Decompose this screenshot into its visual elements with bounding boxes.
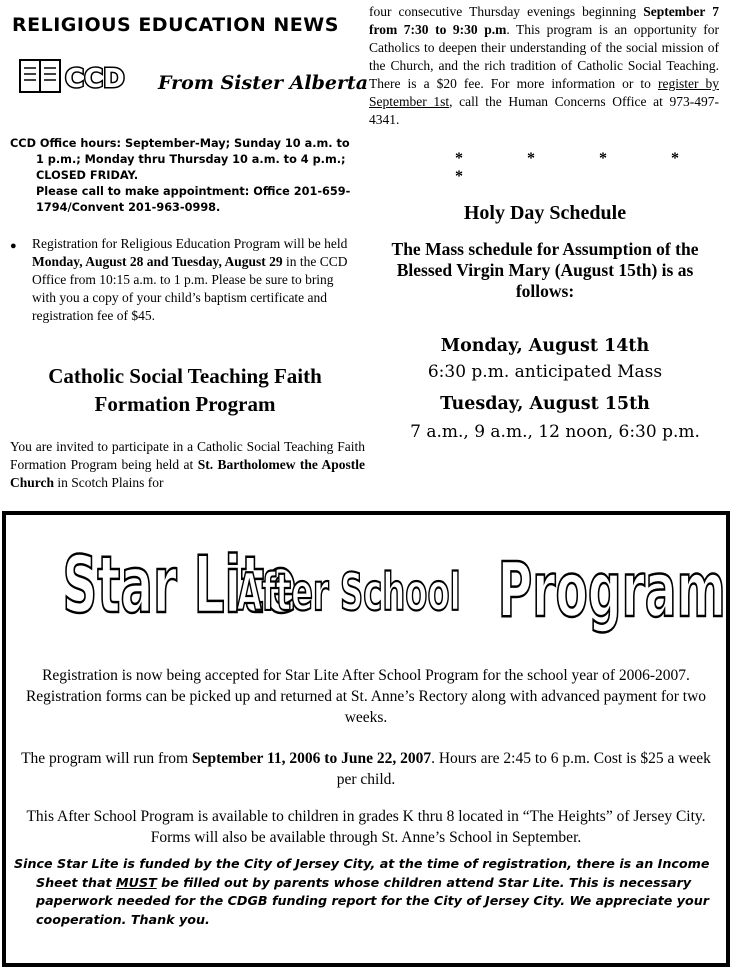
starlite-title: [60, 530, 726, 635]
title-program: Program: [497, 545, 726, 635]
logo-text: CCD: [65, 64, 125, 94]
holy-day-heading: Holy Day Schedule: [463, 202, 627, 224]
ccd-office-hours: [10, 136, 355, 216]
dates-text-2: . Hours are 2:45 to 6 p.m. Cost is $25 a week per child.: [336, 750, 711, 788]
title-star-lite: Star Lite: [62, 541, 297, 632]
cst-continued: [369, 3, 719, 129]
starlite-dates: [10, 748, 722, 790]
registration-text-1: Registration for Religious Education Program will be held: [32, 236, 348, 251]
cst-text-2: . This program is an opportunity for Catholics to deepen their understanding of the social mission of the Church, and the rich tradition of Catholic Social Teaching. There is a $20 fee. For more information or to: [369, 22, 719, 91]
mass-schedule-text: The Mass schedule for Assumption of the Blessed Virgin Mary (August 15th) is as follows:: [391, 239, 699, 301]
registration-text-2: in the CCD Office from 10:15 a.m. to 1 p.m. Please be sure to bring with you a copy of your child’s baptism certificate and registration fee of $45.: [32, 254, 348, 323]
tuesday-times: 7 a.m., 9 a.m., 12 noon, 6:30 p.m.: [410, 422, 700, 442]
funding-text-1: Since Star Lite is funded by the City of Jersey City, at the time of registration, there is an Income Sheet that: [14, 856, 710, 890]
tuesday-date: Tuesday, August 15th: [440, 394, 650, 414]
ccd-book-logo-icon: [18, 56, 128, 96]
registration-item: [10, 235, 360, 325]
cst-text-1: four consecutive Thursday evenings beginning: [369, 4, 644, 19]
stars-divider: * * * * *: [455, 150, 709, 185]
masthead-title: RELIGIOUS EDUCATION NEWS: [12, 14, 339, 36]
invite-text-1: You are invited to participate in a Catholic Social Teaching Faith Formation Program being held at: [10, 439, 365, 472]
dates-range: September 11, 2006 to June 22, 2007: [191, 750, 432, 767]
registration-dates: Monday, August 28 and Tuesday, August 29: [32, 254, 283, 269]
funding-must: MUST: [116, 874, 157, 890]
monday-times: 6:30 p.m. anticipated Mass: [427, 362, 663, 382]
register-link[interactable]: register by September 1st: [369, 76, 719, 109]
invite-church: St. Bartholomew the Apostle Church: [10, 457, 366, 490]
from-sister-alberta: From Sister Alberta: [158, 72, 369, 94]
title-after-school: After School: [236, 563, 461, 624]
starlite-eligibility: This After School Program is available to children in grades K thru 8 located in “The Heights” of Jersey City. Forms will also be available through St. Anne’s School in September.: [26, 808, 706, 846]
starlite-registration: Registration is now being accepted for Star Lite After School Program for the school year of 2006-2007. Registration forms can be picked up and returned at St. Anne’s Rectory along with advanced payment for two weeks.: [25, 667, 707, 726]
invite-text-2: in Scotch Plains for: [54, 475, 164, 490]
cst-invite: [10, 438, 365, 492]
funding-text-2: be filled out by parents whose children attend Star Lite. This is necessary paperwork needed for the CDGB funding report for the City of Jersey City. We appreciate your cooperation. Thank you.: [36, 874, 710, 927]
cst-text-3: , call the Human Concerns Office at 973-497-4341.: [369, 94, 719, 127]
office-phone-text: Please call to make appointment: Office 201-659-1794/Convent 201-963-0998.: [36, 185, 351, 214]
starlite-funding-note: [14, 855, 742, 929]
cst-heading: Catholic Social Teaching Faith Formation Program: [48, 364, 322, 416]
monday-date: Monday, August 14th: [440, 336, 650, 356]
dates-text-1: The program will run from: [21, 750, 192, 767]
office-hours-text: CCD Office hours: September-May; Sunday 10 a.m. to 1 p.m.; Monday thru Thursday 10 a.m. to 4 p.m.; CLOSED FRIDAY.: [10, 137, 350, 182]
cst-dates: September 7 from 7:30 to 9:30 p.m: [369, 4, 719, 37]
bullet-icon: ●: [10, 240, 17, 252]
